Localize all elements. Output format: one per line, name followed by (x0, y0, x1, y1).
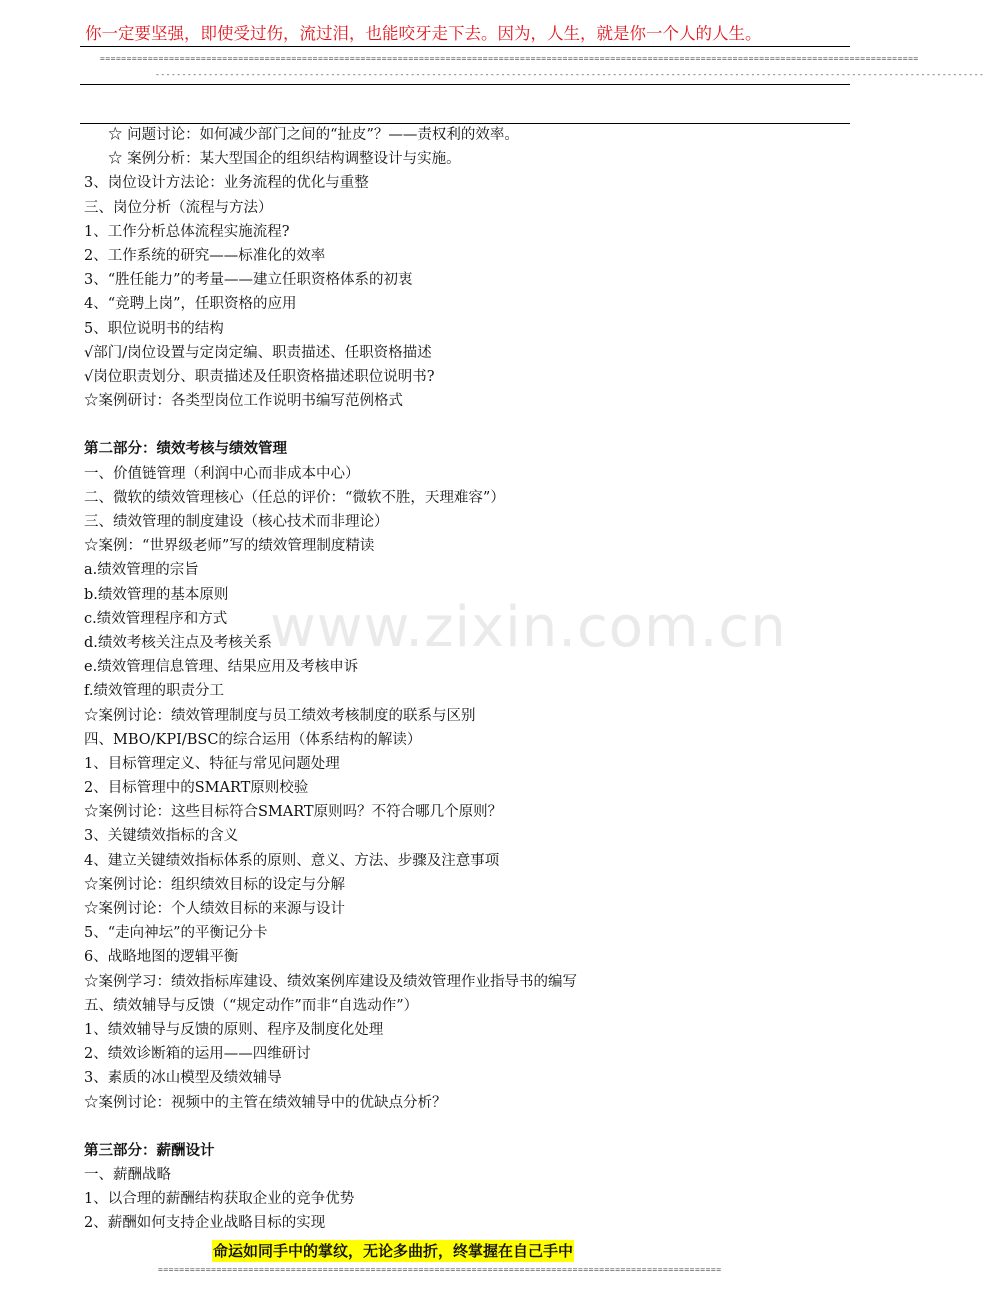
blank-line (84, 1115, 854, 1139)
text-line: 5、职位说明书的结构 (84, 320, 224, 337)
header-motto: 你一定要坚强，即使受过伤，流过泪，也能咬牙走下去。因为，人生，就是你一个人的人生。 (85, 24, 762, 43)
text-line: d.绩效考核关注点及考核关系 (84, 634, 272, 651)
text-line: b.绩效管理的基本原则 (84, 586, 229, 603)
blank-line (84, 413, 854, 437)
text-line: √岗位职责划分、职责描述及任职资格描述职位说明书? (84, 368, 435, 385)
text-line: ☆案例：“世界级老师”写的绩效管理制度精读 (84, 538, 375, 555)
text-line: 3、关键绩效指标的含义 (84, 828, 239, 845)
text-line: 4、“竞聘上岗”，任职资格的应用 (84, 296, 297, 313)
text-line: 1、目标管理定义、特征与常见问题处理 (84, 755, 340, 772)
section-heading: 第二部分：绩效考核与绩效管理 (84, 440, 287, 458)
text-line: 2、目标管理中的SMART原则校验 (84, 780, 309, 797)
text-line: 三、绩效管理的制度建设（核心技术而非理论） (84, 514, 389, 530)
text-line: 五、绩效辅导与反馈（“规定动作”而非“自选动作”） (84, 997, 419, 1014)
text-line: 三、岗位分析（流程与方法） (84, 199, 273, 216)
text-line: ☆案例讨论：绩效管理制度与员工绩效考核制度的联系与区别 (84, 707, 476, 724)
text-line: 1、工作分析总体流程实施流程? (84, 223, 290, 240)
text-line: 3、岗位设计方法论：业务流程的优化与重整 (84, 175, 369, 192)
text-line: c.绩效管理程序和方式 (84, 610, 228, 627)
text-line: ☆案例讨论：个人绩效目标的来源与设计 (84, 901, 345, 917)
header-rule-middle (80, 84, 850, 85)
watermark: www.zixin.com.cn (270, 595, 787, 660)
text-line: 一、价值链管理（利润中心而非成本中心） (84, 465, 360, 482)
text-line: 2、绩效诊断箱的运用——四维研讨 (84, 1046, 311, 1063)
text-line: 6、战略地图的逻辑平衡 (84, 949, 239, 966)
text-line: ☆案例讨论：这些目标符合SMART原则吗？不符合哪几个原则？ (84, 804, 503, 821)
text-line: ☆案例学习：绩效指标库建设、绩效案例库建设及绩效管理作业指导书的编写 (84, 973, 577, 990)
text-line: 3、“胜任能力”的考量——建立任职资格体系的初衷 (84, 272, 413, 289)
text-line: a.绩效管理的宗旨 (84, 562, 199, 579)
footer-motto: 命运如同手中的掌纹，无论多曲折，终掌握在自己手中 (213, 1242, 574, 1260)
text-line: ☆ 问题讨论：如何减少部门之间的“扯皮”？——责权利的效率。 (108, 127, 519, 143)
text-line: 1、以合理的薪酬结构获取企业的竞争优势 (84, 1191, 355, 1208)
text-line: 一、薪酬战略 (84, 1167, 171, 1184)
text-line: e.绩效管理信息管理、结果应用及考核申诉 (84, 659, 359, 676)
text-line: ☆案例研讨：各类型岗位工作说明书编写范例格式 (84, 393, 403, 410)
footer-double-rule: ========================================================================================================== (158, 1265, 722, 1274)
section-heading: 第三部分：薪酬设计 (84, 1141, 215, 1159)
text-line: 四、MBO/KPI/BSC的综合运用（体系结构的解读） (84, 731, 422, 748)
text-line: ☆案例讨论：视频中的主管在绩效辅导中的优缺点分析？ (84, 1094, 447, 1111)
header-double-rule: ========================================================================================================================================================== (100, 54, 919, 63)
text-line: 5、“走向神坛”的平衡记分卡 (84, 925, 268, 942)
header-rule-top (80, 46, 850, 47)
text-line: f.绩效管理的职责分工 (84, 683, 224, 700)
text-line: 二、微软的绩效管理核心（任总的评价：“微软不胜，天理难容”） (84, 489, 505, 506)
header-dash-rule: ------------------------------------------------------------------------------------------------------------------------------------------------------------ (155, 70, 984, 79)
text-line: 2、工作系统的研究——标准化的效率 (84, 247, 326, 264)
text-line: 1、绩效辅导与反馈的原则、程序及制度化处理 (84, 1021, 384, 1038)
text-line: ☆ 案例分析：某大型国企的组织结构调整设计与实施。 (108, 151, 461, 168)
text-line: 4、建立关键绩效指标体系的原则、意义、方法、步骤及注意事项 (84, 852, 500, 869)
text-line: √部门/岗位设置与定岗定编、职责描述、任职资格描述 (84, 344, 432, 361)
text-line: 2、薪酬如何支持企业战略目标的实现 (84, 1215, 326, 1232)
document-body (84, 123, 854, 1236)
text-line: ☆案例讨论：组织绩效目标的设定与分解 (84, 876, 345, 893)
text-line: 3、素质的冰山模型及绩效辅导 (84, 1070, 282, 1087)
